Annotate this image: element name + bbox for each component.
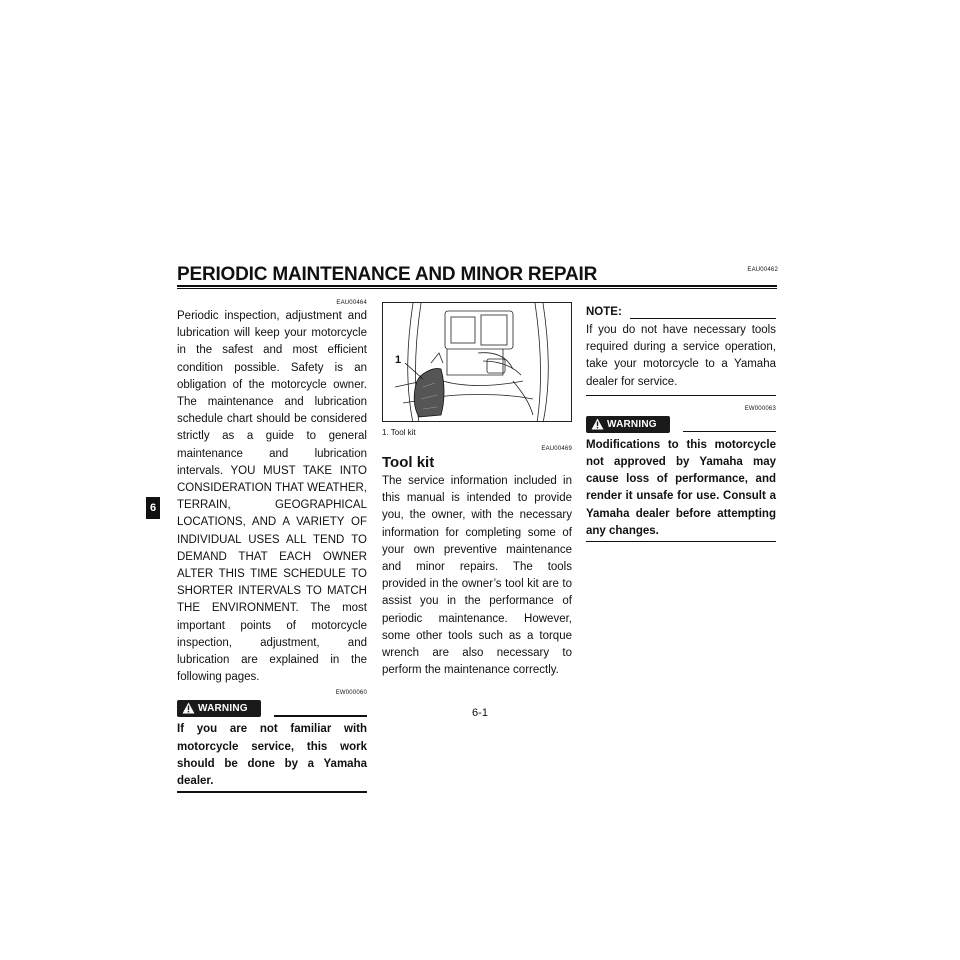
note-rule <box>630 318 776 319</box>
warning-end-rule <box>177 791 367 792</box>
right-column <box>586 306 776 542</box>
warning-triangle-icon <box>182 702 195 714</box>
note-text: If you do not have necessary tools required during a service operation, take your motorcycle to a Yamaha dealer for service. <box>586 324 776 388</box>
figure-callout: 1 <box>395 354 402 366</box>
warning-header <box>177 700 367 718</box>
page-number: 6-1 <box>472 707 488 719</box>
note-label: NOTE: <box>586 306 622 318</box>
warning-rule <box>683 431 776 432</box>
note-header <box>586 306 776 322</box>
tool-kit-illustration <box>383 303 572 422</box>
title-rule <box>177 285 777 287</box>
warning-code: EW000060 <box>335 690 367 697</box>
note-end-rule <box>586 395 776 396</box>
page-title: PERIODIC MAINTENANCE AND MINOR REPAIR <box>177 264 598 285</box>
warning-text: If you are not familiar with motorcycle service, this work should be done by a Yamaha dealer. <box>177 723 367 788</box>
warning-header <box>586 416 776 434</box>
tool-kit-bag <box>414 369 444 417</box>
title-rule-thin <box>177 288 777 289</box>
warning-label: WARNING <box>607 418 657 430</box>
tool-kit-paragraph: The service information included in this manual is intended to provide you, the owner, with the necessary information for completing some of your own preventive maintenance and minor repairs. The tools provided in the owner’s tool kit are to assist you in the performance of periodic maintenance. However, some other tools such as a torque wrench are also necessary to perform the maintenance correctly. <box>382 475 572 677</box>
warning-end-rule <box>586 541 776 542</box>
chapter-tab: 6 <box>146 497 160 519</box>
tool-kit-figure <box>382 302 572 422</box>
left-column <box>177 300 367 793</box>
warning-triangle-icon <box>591 418 604 430</box>
page-code-top: EAU00462 <box>747 267 778 273</box>
section-code: EAU00464 <box>336 300 367 306</box>
warning-rule <box>274 715 367 716</box>
middle-column <box>382 446 572 679</box>
section-code: EAU00469 <box>541 446 572 452</box>
section-title: Tool kit <box>382 454 435 471</box>
warning-code: EW000063 <box>744 405 776 412</box>
intro-paragraph: Periodic inspection, adjustment and lubrication will keep your motorcycle in the safest and most efficient condition possible. Safety is an obligation of the motorcycle owner. The maintenance and lubrication schedule chart should be considered strictly as a guide to general maintenance and lubrication intervals. YOU MUST TAKE INTO CONSIDERATION THAT WEATHER, TERRAIN, GEOGRAPHICAL LOCATIONS, AND A VARIETY OF INDIVIDUAL USES ALL TEND TO DEMAND THAT EACH OWNER ALTER THIS TIME SCHEDULE TO SHORTER INTERVALS TO MATCH THE ENVIRONMENT. The most important points of motorcycle inspection, adjustment, and lubrication are explained in the following pages. <box>177 310 367 684</box>
warning-badge <box>177 700 261 717</box>
warning-badge <box>586 416 670 433</box>
warning-text: Modifications to this motorcycle not approved by Yamaha may cause loss of performance, and render it unsafe for use. Consult a Yamaha dealer before attempting any changes. <box>586 438 776 537</box>
warning-label: WARNING <box>198 703 248 715</box>
figure-caption: 1. Tool kit <box>382 428 416 437</box>
